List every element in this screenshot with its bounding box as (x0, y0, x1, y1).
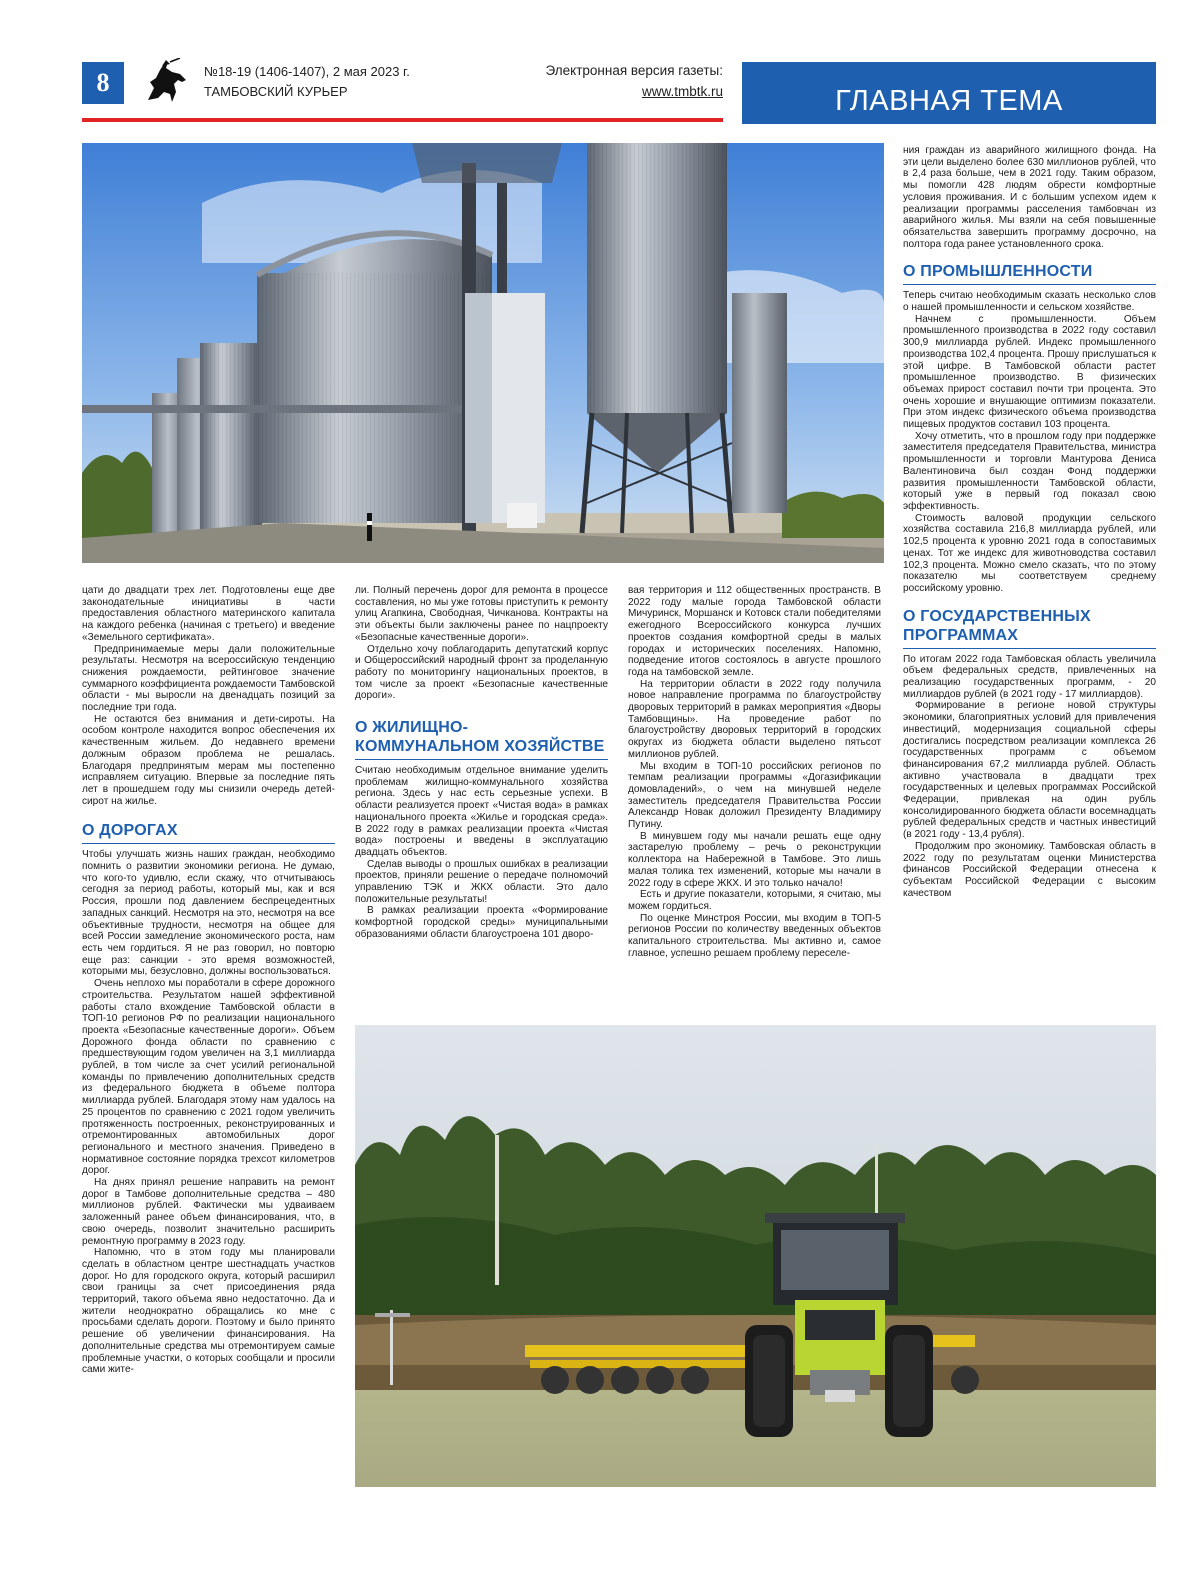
issue-info (204, 62, 410, 102)
column-right (903, 145, 1156, 1008)
paragraph: Продолжим про экономику. Тамбовская область в 2022 году по результатам оценки Министерства финансов Российской Федерации отнесена к субъектам Российской Федерации с высоким качеством (903, 840, 1156, 899)
paragraph: На территории области в 2022 году получила новое направление программа по благоустройству дворовых территорий в рамках мероприятия «Дворы Тамбовщины». На проведение работ по благоустройству дворовых территорий в городских округах из бюджета области выделено пятьсот миллионов рублей. (628, 678, 881, 760)
paragraph: Сделав выводы о прошлых ошибках в реализации проектов, приняли решение о передаче полномочий управлению ТЭК и ЖКХ области. Это дало положительные результаты! (355, 858, 608, 905)
site-link[interactable]: www.tmbtk.ru (641, 84, 723, 99)
paragraph: ния граждан из аварийного жилищного фонда. На эти цели выделено более 630 миллионов рублей, что в 2,4 раза больше, чем в 2021 году. Таким образом, мы помогли 428 людям обрести комфортные условия проживания. И с большим успехом идем к реализации программы расселения тамбовчан из аварийного жилья. Мы взяли на себя повышенные обязательства завершить программу досрочно, на полтора года ранее установленного срока. (903, 145, 1156, 250)
paragraph: Есть и другие показатели, которыми, я считаю, мы можем гордиться. (628, 889, 881, 912)
tractor-field-photo (355, 1025, 1156, 1487)
paragraph: Теперь считаю необходимым сказать несколько слов о нашей промышленности и сельском хозяйстве. (903, 290, 1156, 314)
paragraph: На днях принял решение направить на ремонт дорог в Тамбове дополнительные средства – 480 миллионов рублей. Фактически мы удваиваем заложенный ранее объем финансирования, что, в свою очередь, позволит значительно расширить ремонтную программу в 2023 году. (82, 1177, 335, 1247)
paragraph: По оценке Минстроя России, мы входим в ТОП-5 регионов России по количеству введенных объектов капитального строительства. Мы активно и, самое главное, успешно решаем проблему переселе- (628, 912, 881, 959)
electronic-label: Электронная версия газеты: (545, 63, 723, 78)
grain-silos-photo (82, 143, 884, 563)
paragraph: В минувшем году мы начали решать еще одну застарелую проблему – речь о реконструкции коллектора на Набережной в Тамбове. Это лишь малая толика тех изменений, которые мы начали в 2022 году в сфере ЖКХ. И это только начало! (628, 830, 881, 889)
page-number: 8 (82, 62, 124, 104)
paragraph: вая территория и 112 общественных пространств. В 2022 году малые города Тамбовской области Мичуринск, Моршанск и Котовск стали победителями ежегодного Всероссийского конкурса лучших проектов создания комфортной среды в малых городах и исторических поселениях. Напомню, подведение итогов состоялось в августе прошлого года на тамбовской земле. (628, 585, 881, 678)
column-2 (355, 585, 608, 1021)
paragraph: В рамках реализации проекта «Формирование комфортной городской среды» муниципальными образованиями области благоустроена 101 дворо- (355, 905, 608, 940)
paragraph: Начнем с промышленности. Объем промышленного производства в 2022 году составил 300,9 миллиарда рублей. Индекс промышленного производства 102,4 процента. Прошу прислушаться к этой цифре. В Тамбовской области растет промышленное производство. В физических объемах прирост составил почти три процента. Это очень хорошие и внушающие оптимизм показатели. При этом индекс физического объема производства пищевых продуктов составил 103 процента. (903, 313, 1156, 431)
paragraph: Предпринимаемые меры дали положительные результаты. Несмотря на всероссийскую тенденцию снижения рождаемости, рейтинговое значение суммарного коэффициента рождаемости Тамбовской области - мы выросли на двенадцать позиций за последние три года. (82, 643, 335, 714)
column-3 (628, 585, 881, 1021)
paragraph: Хочу отметить, что в прошлом году при поддержке заместителя председателя Правительства, министра промышленности и торговли Мантурова Дениса Валентиновича был создан Фонд поддержки развития промышленности Тамбовской области, который уже в первый год показал свою эффективность. (903, 430, 1156, 512)
electronic-version (480, 60, 723, 102)
paragraph: Формирование в регионе новой структуры экономики, благоприятных условий для привлечения инвестиций, модернизация социальной сферы достигались посредством реализации комплекса 26 государственных программ с объемом финансирования 67,2 миллиарда рублей. Область активно участвовала в двадцати трех государственных и целевых программах Российской Федерации, привлекая на один рубль консолидированного бюджета области восемнадцать рублей федеральных средств и частных инвестиций (в 2021 году - 13,4 рубля). (903, 700, 1156, 841)
heading-housing: О ЖИЛИЩНО-КОММУНАЛЬНОМ ХОЗЯЙСТВЕ (355, 718, 608, 760)
horse-rider-logo-icon (140, 58, 192, 108)
paragraph: цати до двадцати трех лет. Подготовлены еще две законодательные инициативы в части предоставления областного материнского капитала на каждого ребенка (начиная с третьего) и введение «Земельного сертификата». (82, 585, 335, 643)
issue-line: №18-19 (1406-1407), 2 мая 2023 г. (204, 64, 410, 79)
paragraph: Напомню, что в этом году мы планировали сделать в областном центре шестнадцать участков дорог. Но для городского округа, который расширил свои границы за счет присоединения ряда территорий, такого объема явно недостаточно. Да и жители неоднократно обращались ко мне с просьбами сделать дороги. Поэтому и было принято решение об увеличении финансирования. На дополнительные средства мы отремонтируем самые проблемные участки, о которых сообщали и просили сами жите- (82, 1247, 335, 1376)
heading-industry: О ПРОМЫШЛЕННОСТИ (903, 262, 1156, 285)
paragraph: Очень неплохо мы поработали в сфере дорожного строительства. Результатом нашей эффективной работы стало вхождение Тамбовской области в ТОП-10 регионов РФ по реализации национального проекта «Безопасные качественные дороги». Объем Дорожного фонда области по сравнению с предшествующим годом увеличен на 3,1 миллиарда рублей, в том числе за счет усилий региональной команды по привлечению дополнительных средств из федерального бюджета в объеме полтора миллиарда рублей. Благодаря этому нам удалось на 25 процентов по сравнению с 2021 годом увеличить протяженность построенных, реконструированных и отремонтированных автомобильных дорог регионального и местного значения. Приведено в нормативное состояние порядка трехсот километров дорог. (82, 978, 335, 1177)
paragraph: Стоимость валовой продукции сельского хозяйства составила 216,8 миллиарда рублей, или 102,5 процента к уровню 2021 года в сопоставимых ценах. Тот же индекс для животноводства составил 102,3 процента. Можно смело сказать, что по этому показателю мы соответствуем среднему российскому уровню. (903, 512, 1156, 594)
heading-programs: О ГОСУДАРСТВЕННЫХ ПРОГРАММАХ (903, 607, 1156, 649)
paragraph: По итогам 2022 года Тамбовская область увеличила объем федеральных средств, привлеченных на реализацию государственных программ, - 20 миллиардов рублей (в 2021 году - 17 миллиардов). (903, 653, 1156, 700)
newspaper-name: ТАМБОВСКИЙ КУРЬЕР (204, 84, 348, 99)
section-banner: ГЛАВНАЯ ТЕМА (742, 62, 1156, 124)
column-1 (82, 585, 335, 1492)
paragraph: Не остаются без внимания и дети-сироты. На особом контроле находится вопрос обеспечения их качественным жильем. До недавнего времени должным образом проблема не решалась. Благодаря предпринятым мерам мы постепенно исправляем ситуацию. Впервые за последние пять лет в прошедшем году мы снизили очередь детей-сирот на жилье. (82, 713, 335, 807)
paragraph: Считаю необходимым отдельное внимание уделить проблемам жилищно-коммунального хозяйства региона. Здесь у нас есть серьезные успехи. В области реализуется проект «Чистая вода» в рамках национального проекта «Жилье и городская среда». В 2022 году в рамках реализации проекта «Чистая вода» построены и введены в эксплуатацию двадцать объектов. (355, 765, 608, 858)
paragraph: ли. Полный перечень дорог для ремонта в процессе составления, но мы уже готовы приступить к ремонту улиц Агапкина, Свободная, Чичканова. Контракты на эти объекты были заключены ранее по нацпроекту «Безопасные качественные дороги». (355, 585, 608, 643)
paragraph: Чтобы улучшать жизнь наших граждан, необходимо помнить о развитии экономики региона. Не думаю, что кого-то удивлю, если скажу, что отчитываюсь сегодня за период работы, который мы, как и вся Россия, прошли под давлением беспрецедентных западных санкций. Несмотря на это, несмотря на все объективные трудности, несмотря на общее для всей России замедление экономического роста, нам есть чем гордиться. Я не раз говорил, но повторю еще раз: санкции - это время возможностей, которыми мы, безусловно, должны воспользоваться. (82, 849, 335, 978)
paragraph: Отдельно хочу поблагодарить депутатский корпус и Общероссийский народный фронт за проделанную работу по мониторингу национальных проектов, в том числе за проект «Безопасные качественные дороги». (355, 643, 608, 702)
header-rule (82, 118, 723, 122)
paragraph: Мы входим в ТОП-10 российских регионов по темпам реализации программы «Догазификации домовладений», о чем на минувшей неделе заместитель председателя Правительства России Александр Новак доложил Президенту Владимиру Путину. (628, 760, 881, 831)
heading-roads: О ДОРОГАХ (82, 821, 335, 844)
